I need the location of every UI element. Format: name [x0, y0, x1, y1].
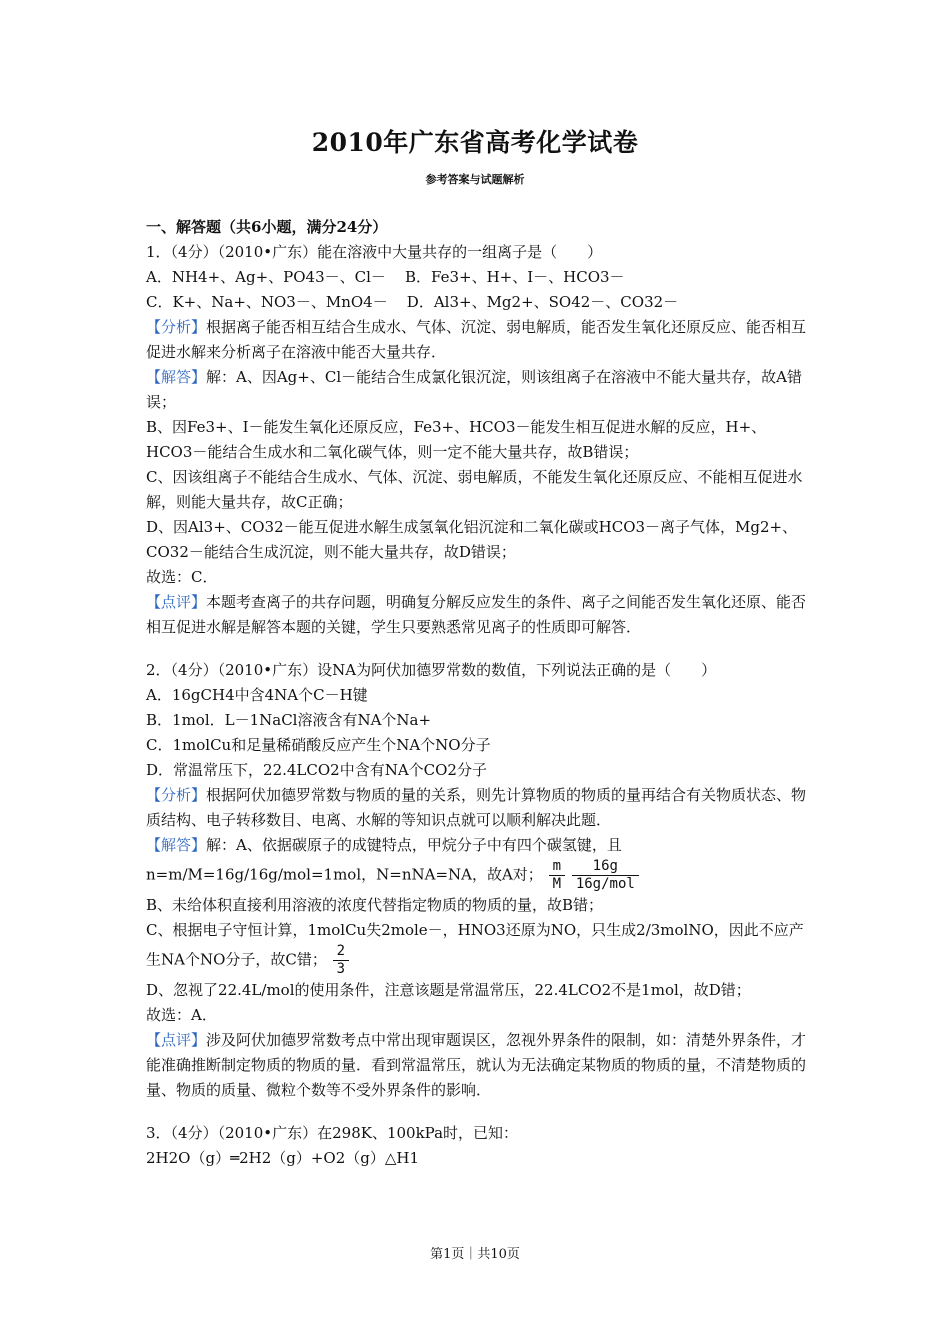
q2-analysis-text: 根据阿伏加德罗常数与物质的量的关系，则先计算物质的物质的量再结合有关物质状态、物质结构、电子转移数目、电离、水解的等知识点就可以顺利解决此题．	[146, 786, 807, 829]
q2-option-d: D．常温常压下，22.4LCO2中含有NA个CO2分子	[146, 761, 487, 779]
fraction-denominator: 16g/mol	[575, 876, 635, 892]
q2-option-a: A．16gCH4中含4NA个C－H键	[146, 686, 368, 704]
page-subtitle: 参考答案与试题解析	[425, 173, 525, 186]
q1-answer-a	[146, 365, 810, 415]
fraction-numerator: 16g	[572, 858, 639, 876]
q2-analysis	[146, 783, 810, 833]
q2-answer-a	[146, 833, 810, 893]
q1-comment-text: 本题考查离子的共存问题，明确复分解反应发生的条件、离子之间能否发生氧化还原、能否相互促进水解是解答本题的关键，学生只要熟悉常见离子的性质即可解答．	[146, 593, 807, 636]
q1-analysis-text: 根据离子能否相互结合生成水、气体、沉淀、弱电解质，能否发生氧化还原反应、能否相互促进水解来分析离子在溶液中能否大量共存．	[146, 318, 807, 361]
q2-choice: 故选：A．	[146, 1006, 217, 1024]
q2-answer-a-text: 解：A、依据碳原子的成键特点，甲烷分子中有四个碳氢键，且n=m/M=16g/16g/mol=1mol，N=nNA=NA，故A对；	[146, 836, 622, 884]
q2-answer-d: D、忽视了22.4L/mol的使用条件，注意该题是常温常压，22.4LCO2不是1mol，故D错；	[146, 981, 751, 999]
q2-option-c: C．1molCu和足量稀硝酸反应产生个NA个NO分子	[146, 736, 491, 754]
q1-options-cd	[146, 290, 810, 315]
q1-answer-d: D、因Al3+、CO32－能互促进水解生成氢氧化铝沉淀和二氧化碳或HCO3－离子气体，Mg2+、CO32－能结合生成沉淀，则不能大量共存，故D错误；	[146, 518, 798, 561]
q1-option-a: A．NH4+、Ag+、PO43－、Cl－	[146, 268, 386, 286]
q1-analysis	[146, 315, 810, 365]
section-heading: 一、解答题（共6小题，满分24分）	[146, 218, 388, 236]
document-body	[146, 215, 810, 1171]
q1-stem: 1．（4分）（2010•广东）能在溶液中大量共存的一组离子是（ ）	[146, 243, 603, 261]
fraction-numerator: 2	[333, 943, 349, 961]
fraction-numerator: m	[549, 858, 565, 876]
q2-answer-c	[146, 918, 810, 978]
page-footer: 第1页｜共10页	[430, 1247, 520, 1262]
q3-equation-1: 2H2O（g）═2H2（g）+O2（g）△H1	[146, 1149, 420, 1167]
fraction-two-thirds	[333, 943, 349, 978]
comment-tag: 【点评】	[146, 593, 207, 611]
fraction-m-over-m	[549, 858, 565, 893]
q1-answer-b: B、因Fe3+、I－能发生氧化还原反应，Fe3+、HCO3－能发生相互促进水解的反应，H+、HCO3－能结合生成水和二氧化碳气体，则一定不能大量共存，故B错误；	[146, 418, 767, 461]
fraction-denominator: 3	[336, 961, 346, 977]
q1-options-ab	[146, 265, 810, 290]
answer-tag: 【解答】	[146, 368, 207, 386]
q2-answer-c-text: C、根据电子守恒计算，1molCu失2mole－，HNO3还原为NO，只生成2/3molNO，因此不应产生NA个NO分子，故C错；	[146, 921, 804, 969]
q1-choice: 故选：C．	[146, 568, 218, 586]
q1-comment	[146, 590, 810, 640]
q1-answer-c: C、因该组离子不能结合生成水、气体、沉淀、弱电解质，不能发生氧化还原反应、不能相互促进水解，则能大量共存，故C正确；	[146, 468, 803, 511]
q1-option-d: D．Al3+、Mg2+、SO42－、CO32－	[406, 293, 679, 311]
q2-answer-b: B、未给体积直接利用溶液的浓度代替指定物质的物质的量，故B错；	[146, 896, 604, 914]
comment-tag: 【点评】	[146, 1031, 207, 1049]
q1-answer-a-text: 解：A、因Ag+、Cl－能结合生成氯化银沉淀，则该组离子在溶液中不能大量共存，故A错误；	[146, 368, 802, 411]
q1-option-b: B．Fe3+、H+、I－、HCO3－	[404, 268, 625, 286]
analysis-tag: 【分析】	[146, 786, 207, 804]
answer-tag: 【解答】	[146, 836, 207, 854]
q2-stem: 2．（4分）（2010•广东）设NA为阿伏加德罗常数的数值，下列说法正确的是（ ）	[146, 661, 717, 679]
page-title: 2010年广东省高考化学试卷	[311, 128, 639, 157]
fraction-16g	[572, 858, 639, 893]
q3-stem: 3．（4分）（2010•广东）在298K、100kPa时，已知：	[146, 1124, 519, 1142]
fraction-denominator: M	[552, 876, 562, 892]
q2-option-b: B．1mol．L－1NaCl溶液含有NA个Na+	[146, 711, 432, 729]
analysis-tag: 【分析】	[146, 318, 207, 336]
q2-comment	[146, 1028, 810, 1103]
q2-comment-text: 涉及阿伏加德罗常数考点中常出现审题误区，忽视外界条件的限制，如：清楚外界条件，才能准确推断制定物质的物质的量．看到常温常压，就认为无法确定某物质的物质的量，不清楚物质的量、物质的质量、微粒个数等不受外界条件的影响．	[146, 1031, 807, 1099]
q1-option-c: C．K+、Na+、NO3－、MnO4－	[146, 293, 388, 311]
